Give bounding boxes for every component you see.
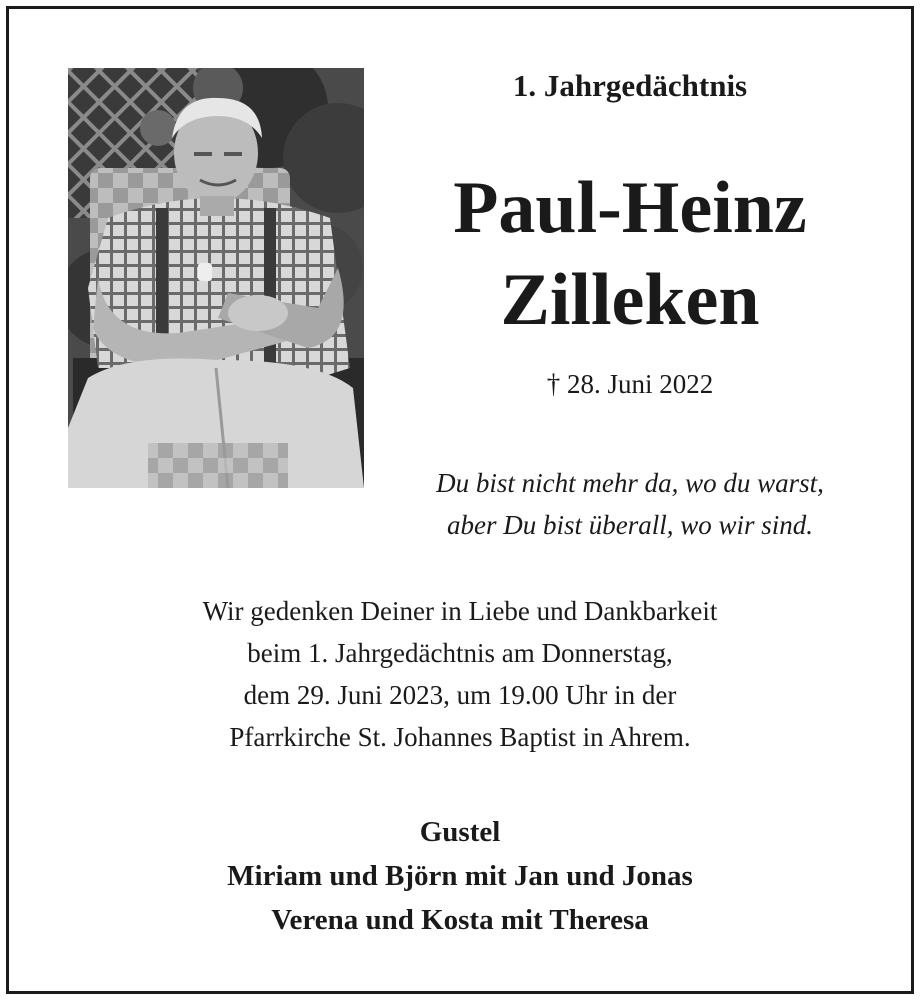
portrait-photo: [68, 68, 364, 488]
death-date: † 28. Juni 2022: [546, 369, 714, 399]
deceased-name: [400, 162, 860, 346]
family-member-line: Gustel: [419, 816, 501, 848]
quote-line: Du bist nicht mehr da, wo du warst,: [436, 468, 824, 498]
family-signatures: [60, 810, 860, 942]
memorial-quote: [400, 462, 860, 546]
anniversary-title: 1. Jahrgedächtnis: [512, 68, 748, 103]
announcement-line: beim 1. Jahrgedächtnis am Donnerstag,: [247, 638, 673, 668]
announcement-line: Pfarrkirche St. Johannes Baptist in Ahrem.: [229, 722, 691, 752]
memorial-announcement: [60, 590, 860, 758]
family-member-line: Miriam und Björn mit Jan und Jonas: [227, 860, 693, 892]
quote-line: aber Du bist überall, wo wir sind.: [446, 510, 814, 540]
portrait-photo-icon: [68, 68, 364, 488]
deceased-last-name: Zilleken: [500, 259, 760, 341]
deceased-first-name: Paul-Heinz: [453, 167, 807, 249]
family-member-line: Verena und Kosta mit Theresa: [271, 904, 649, 936]
announcement-line: dem 29. Juni 2023, um 19.00 Uhr in der: [243, 680, 677, 710]
announcement-line: Wir gedenken Deiner in Liebe und Dankbarkeit: [202, 596, 718, 626]
